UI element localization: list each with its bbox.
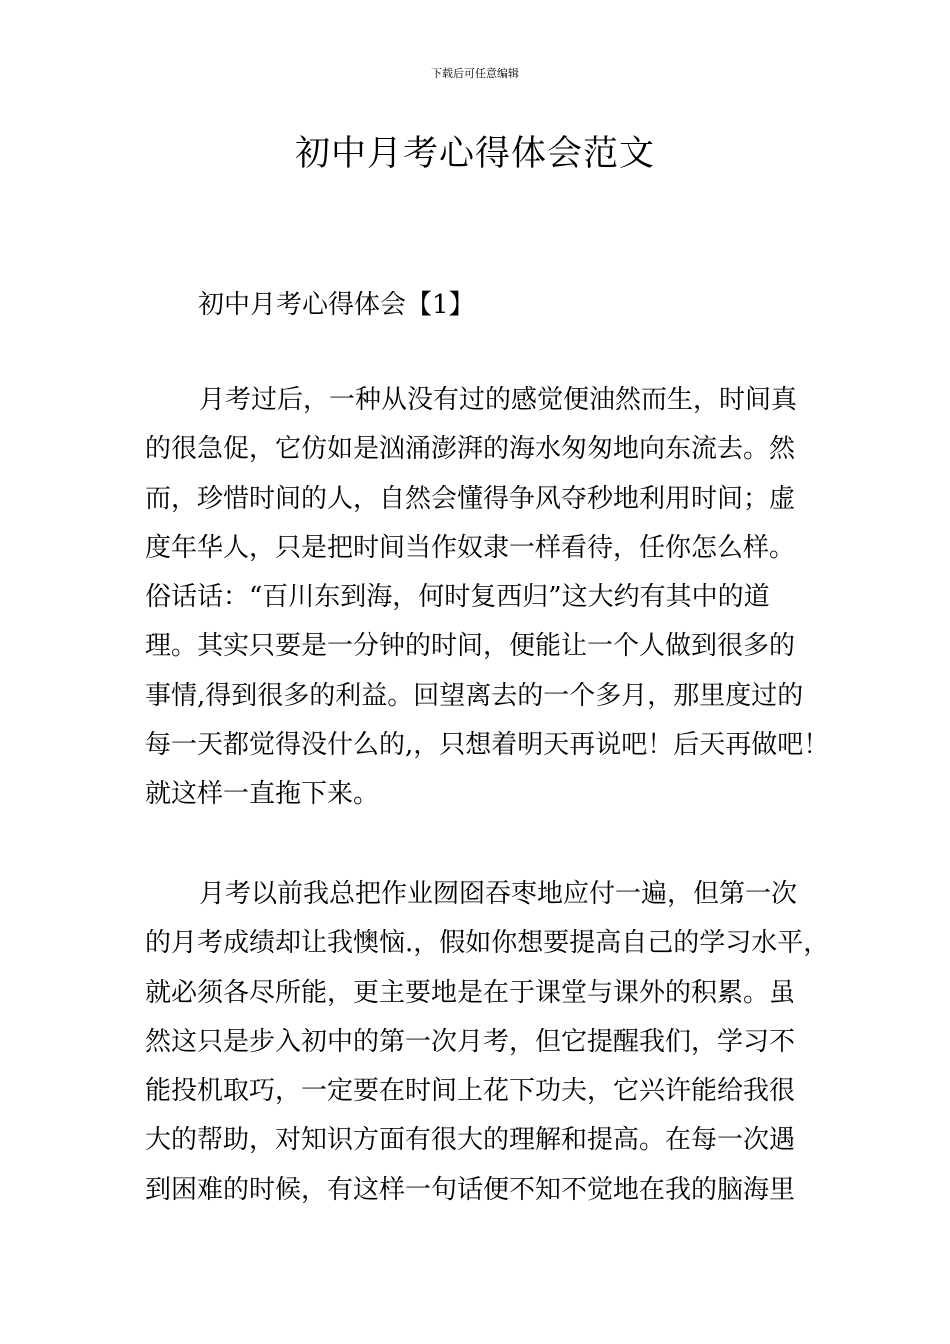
text-line: 就必须各尽所能，更主要地是在于课堂与课外的积累。虽 [145, 977, 796, 1008]
text-line: 理。其实只要是一分钟的时间，便能让一个人做到很多的 [145, 631, 796, 662]
text-line: 的很急促，它仿如是汹涌澎湃的海水匆匆地向东流去。然 [145, 434, 796, 465]
paragraph-1 [145, 376, 830, 820]
text-line: 的月考成绩却让我懊恼.，假如你想要提高自己的学习水平， [145, 928, 830, 959]
text-line: 俗话话：“百川东到海，何时复西归”这大约有其中的道 [145, 582, 770, 613]
text-line: 就这样一直拖下来。 [145, 779, 380, 810]
text-line: 到困难的时候，有这样一句话便不知不觉地在我的脑海里 [145, 1174, 796, 1205]
text-line: 大的帮助，对知识方面有很大的理解和提高。在每一次遇 [145, 1125, 796, 1156]
text-line: 月考以前我总把作业囫囵吞枣地应付一遍，但第一次 [199, 879, 798, 909]
text-line: 月考过后，一种从没有过的感觉便油然而生，时间真 [199, 385, 798, 415]
text-line: 度年华人，只是把时间当作奴隶一样看待，任你怎么样。 [145, 532, 796, 563]
text-line: 然这只是步入初中的第一次月考，但它提醒我们，学习不 [145, 1026, 796, 1057]
text-line: 而，珍惜时间的人，自然会懂得争风夺秒地利用时间；虚 [145, 483, 796, 514]
text-line: 能投机取巧，一定要在时间上花下功夫，它兴许能给我很 [145, 1076, 796, 1107]
paragraph-2 [145, 870, 830, 1215]
document-title: 初中月考心得体会范文 [294, 134, 655, 174]
section-heading: 初中月考心得体会【1】 [198, 290, 475, 320]
text-line: 每一天都觉得没什么的,，只想着明天再说吧！后天再做吧！ [145, 730, 830, 761]
text-line: 事情,得到很多的利益。回望离去的一个多月，那里度过的 [145, 680, 804, 711]
page-header: 下载后可任意编辑 [431, 67, 519, 80]
